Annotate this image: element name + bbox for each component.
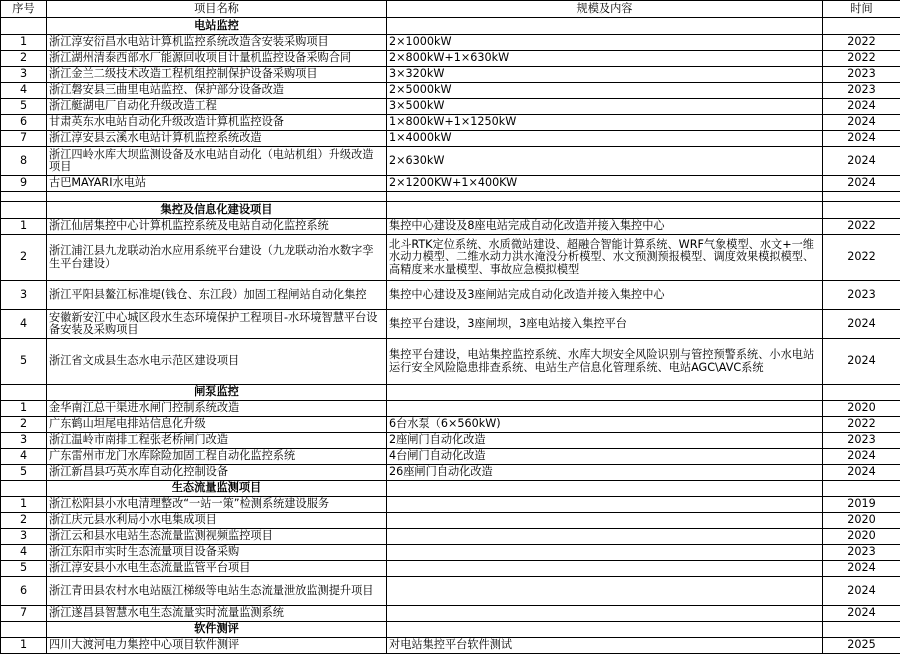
row-year: 2023 <box>823 281 900 310</box>
row-index: 4 <box>1 449 47 465</box>
row-name: 四川大渡河电力集控中心项目软件测评 <box>47 638 387 654</box>
table-row <box>1 417 900 433</box>
row-index: 1 <box>1 219 47 235</box>
row-scale: 2×630kW <box>387 147 823 176</box>
empty-cell <box>387 481 823 497</box>
row-name: 浙江遂昌县智慧水电生态流量实时流量监测系统 <box>47 606 387 622</box>
row-scale: 对电站集控平台软件测试 <box>387 638 823 654</box>
row-scale <box>387 529 823 545</box>
table-row <box>1 115 900 131</box>
row-scale: 集控中心建设及3座闸站完成自动化改造并接入集控中心 <box>387 281 823 310</box>
row-name: 浙江浦江县九龙联动治水应用系统平台建设（九龙联动治水数字孪生平台建设） <box>47 235 387 281</box>
table-row <box>1 465 900 481</box>
row-scale: 2×1200KW+1×400KW <box>387 176 823 192</box>
row-name: 浙江东阳市实时生态流量项目设备采购 <box>47 545 387 561</box>
spacer-row <box>1 192 900 202</box>
section-title: 集控及信息化建设项目 <box>47 202 387 219</box>
row-name: 安徽新安江中心城区段水生态环境保护工程项目-水环境智慧平台设备安装及采购项目 <box>47 310 387 339</box>
row-index: 8 <box>1 147 47 176</box>
row-name: 浙江松阳县小水电清理整改“一站一策”检测系统建设服务 <box>47 497 387 513</box>
row-year: 2024 <box>823 99 900 115</box>
row-scale <box>387 561 823 577</box>
table-row <box>1 577 900 606</box>
table-row <box>1 83 900 99</box>
row-index: 5 <box>1 339 47 385</box>
row-scale <box>387 497 823 513</box>
row-year: 2024 <box>823 465 900 481</box>
empty-cell <box>47 192 387 202</box>
table-row <box>1 281 900 310</box>
row-index: 5 <box>1 99 47 115</box>
row-year: 2022 <box>823 219 900 235</box>
empty-cell <box>823 385 900 401</box>
row-index: 9 <box>1 176 47 192</box>
section-index-cell <box>1 481 47 497</box>
row-scale: 北斗RTK定位系统、水质微站建设、超融合智能计算系统、WRF气象模型、水文+一维水动力模型、二维水动力洪水淹没分析模型、水文预测预报模型、调度效果模拟模型、高精度来水量模型、事故应急模拟模型 <box>387 235 823 281</box>
row-name: 浙江淳安县云溪水电站计算机监控系统改造 <box>47 131 387 147</box>
row-year: 2022 <box>823 235 900 281</box>
row-year: 2024 <box>823 310 900 339</box>
empty-cell <box>387 18 823 35</box>
row-scale: 2座闸门自动化改造 <box>387 433 823 449</box>
table-row <box>1 401 900 417</box>
row-index: 3 <box>1 281 47 310</box>
row-scale: 26座闸门自动化改造 <box>387 465 823 481</box>
row-scale: 1×4000kW <box>387 131 823 147</box>
row-scale <box>387 513 823 529</box>
row-name: 甘肃英东水电站自动化升级改造计算机监控设备 <box>47 115 387 131</box>
row-index: 2 <box>1 417 47 433</box>
row-index: 3 <box>1 433 47 449</box>
row-name: 浙江艇湖电厂自动化升级改造工程 <box>47 99 387 115</box>
row-scale: 3×320kW <box>387 67 823 83</box>
header-scale: 规模及内容 <box>387 1 823 18</box>
row-scale: 2×5000kW <box>387 83 823 99</box>
row-name: 古巴MAYARI水电站 <box>47 176 387 192</box>
row-year: 2023 <box>823 433 900 449</box>
row-year: 2023 <box>823 545 900 561</box>
row-year: 2022 <box>823 417 900 433</box>
row-index: 3 <box>1 67 47 83</box>
section-title: 电站监控 <box>47 18 387 35</box>
empty-cell <box>387 202 823 219</box>
row-year: 2019 <box>823 497 900 513</box>
empty-cell <box>387 385 823 401</box>
table-row <box>1 51 900 67</box>
row-name: 浙江金兰二级技术改造工程机组控制保护设备采购项目 <box>47 67 387 83</box>
empty-cell <box>823 192 900 202</box>
row-name: 浙江平阳县鳌江标准堤(钱仓、东江段）加固工程闸站自动化集控 <box>47 281 387 310</box>
row-name: 浙江青田县农村水电站瓯江梯级等电站生态流量泄放监测提升项目 <box>47 577 387 606</box>
table-row <box>1 67 900 83</box>
section-title-row <box>1 481 900 497</box>
row-index: 7 <box>1 131 47 147</box>
table-row <box>1 147 900 176</box>
row-name: 浙江云和县水电站生态流量监测视频监控项目 <box>47 529 387 545</box>
empty-cell <box>387 192 823 202</box>
row-name: 浙江新昌县巧英水库自动化控制设备 <box>47 465 387 481</box>
row-year: 2024 <box>823 147 900 176</box>
row-index: 5 <box>1 465 47 481</box>
row-index: 6 <box>1 577 47 606</box>
section-title-row <box>1 18 900 35</box>
row-name: 浙江四岭水库大坝监测设备及水电站自动化（电站机组）升级改造项目 <box>47 147 387 176</box>
table-row <box>1 433 900 449</box>
row-name: 浙江淳安县小水电生态流量监管平台项目 <box>47 561 387 577</box>
row-scale: 集控平台建设，电站集控监控系统、水库大坝安全风险识别与管控预警系统、小水电站运行安全风险隐患排查系统、电站生产信息化管理系统、电站AGC\AVC系统 <box>387 339 823 385</box>
row-index: 6 <box>1 115 47 131</box>
empty-cell <box>823 481 900 497</box>
row-scale: 6台水泵（6×560kW) <box>387 417 823 433</box>
empty-cell <box>1 192 47 202</box>
header-year: 时间 <box>823 1 900 18</box>
row-year: 2020 <box>823 513 900 529</box>
row-scale <box>387 401 823 417</box>
row-index: 2 <box>1 513 47 529</box>
row-name: 广东鹤山坦尾电排站信息化升级 <box>47 417 387 433</box>
table-row <box>1 176 900 192</box>
row-year: 2023 <box>823 67 900 83</box>
section-title: 闸泵监控 <box>47 385 387 401</box>
row-index: 1 <box>1 497 47 513</box>
row-name: 广东雷州市龙门水库除险加固工程自动化监控系统 <box>47 449 387 465</box>
table-row <box>1 235 900 281</box>
table-row <box>1 339 900 385</box>
table-row <box>1 638 900 654</box>
row-name: 浙江省文成县生态水电示范区建设项目 <box>47 339 387 385</box>
row-name: 浙江磐安县三曲里电站监控、保护部分设备改造 <box>47 83 387 99</box>
row-year: 2024 <box>823 449 900 465</box>
row-scale: 集控中心建设及8座电站完成自动化改造并接入集控中心 <box>387 219 823 235</box>
header-name: 项目名称 <box>47 1 387 18</box>
table-row <box>1 606 900 622</box>
empty-cell <box>823 622 900 638</box>
row-index: 5 <box>1 561 47 577</box>
row-name: 浙江温岭市南排工程张老桥闸门改造 <box>47 433 387 449</box>
section-title-row <box>1 622 900 638</box>
row-scale: 1×800kW+1×1250kW <box>387 115 823 131</box>
row-year: 2024 <box>823 176 900 192</box>
section-index-cell <box>1 385 47 401</box>
row-scale: 3×500kW <box>387 99 823 115</box>
row-name: 浙江庆元县水利局小水电集成项目 <box>47 513 387 529</box>
table-row <box>1 99 900 115</box>
row-scale <box>387 606 823 622</box>
row-year: 2024 <box>823 115 900 131</box>
table-row <box>1 219 900 235</box>
row-index: 7 <box>1 606 47 622</box>
table-row <box>1 449 900 465</box>
row-year: 2024 <box>823 577 900 606</box>
row-scale: 集控平台建设，3座闸坝，3座电站接入集控平台 <box>387 310 823 339</box>
section-title-row <box>1 385 900 401</box>
row-scale: 2×800kW+1×630kW <box>387 51 823 67</box>
section-title-row <box>1 202 900 219</box>
section-index-cell <box>1 622 47 638</box>
row-year: 2024 <box>823 561 900 577</box>
table-row <box>1 131 900 147</box>
row-scale <box>387 545 823 561</box>
row-index: 4 <box>1 545 47 561</box>
header-index: 序号 <box>1 1 47 18</box>
row-year: 2022 <box>823 35 900 51</box>
empty-cell <box>823 18 900 35</box>
table-row <box>1 35 900 51</box>
table-row <box>1 310 900 339</box>
table-row <box>1 497 900 513</box>
row-index: 4 <box>1 310 47 339</box>
row-year: 2024 <box>823 606 900 622</box>
row-index: 1 <box>1 638 47 654</box>
row-index: 4 <box>1 83 47 99</box>
row-name: 金华南江总干渠进水闸门控制系统改造 <box>47 401 387 417</box>
row-index: 2 <box>1 235 47 281</box>
table-row <box>1 561 900 577</box>
row-year: 2024 <box>823 131 900 147</box>
row-year: 2023 <box>823 83 900 99</box>
table-row <box>1 513 900 529</box>
row-year: 2020 <box>823 529 900 545</box>
row-scale: 2×1000kW <box>387 35 823 51</box>
table-row <box>1 545 900 561</box>
row-year: 2025 <box>823 638 900 654</box>
row-name: 浙江淳安衍昌水电站计算机监控系统改造含安装采购项目 <box>47 35 387 51</box>
table-row <box>1 529 900 545</box>
empty-cell <box>387 622 823 638</box>
row-index: 1 <box>1 401 47 417</box>
row-name: 浙江仙居集控中心计算机监控系统及电站自动化监控系统 <box>47 219 387 235</box>
section-title: 软件测评 <box>47 622 387 638</box>
row-year: 2022 <box>823 51 900 67</box>
empty-cell <box>823 202 900 219</box>
section-index-cell <box>1 18 47 35</box>
section-title: 生态流量监测项目 <box>47 481 387 497</box>
row-index: 1 <box>1 35 47 51</box>
row-index: 2 <box>1 51 47 67</box>
table-header-row <box>1 1 900 18</box>
row-index: 3 <box>1 529 47 545</box>
row-name: 浙江湖州清泰西部水厂能源回收项目计量机监控设备采购合同 <box>47 51 387 67</box>
row-year: 2024 <box>823 339 900 385</box>
row-year: 2020 <box>823 401 900 417</box>
section-index-cell <box>1 202 47 219</box>
row-scale: 4台闸门自动化改造 <box>387 449 823 465</box>
row-scale <box>387 577 823 606</box>
